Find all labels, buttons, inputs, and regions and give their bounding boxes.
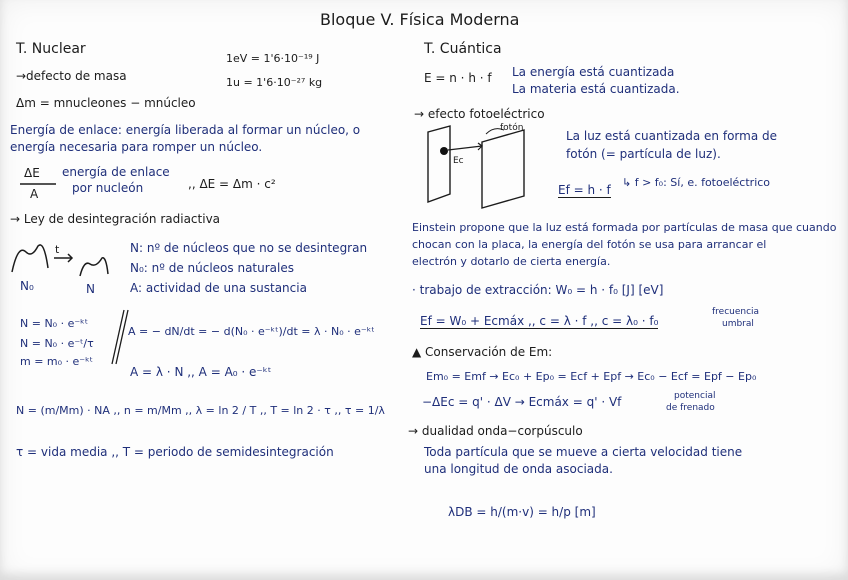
decay-eq-2: N = N₀ · e⁻ᵗ/τ: [20, 337, 94, 350]
legend-n: N: nº de núcleos que no se desintegran: [130, 241, 368, 255]
time-label: t: [55, 243, 60, 256]
activity-equations: A = λ · N ,, A = A₀ · e⁻ᵏᵗ: [130, 365, 272, 379]
mass-defect-label: →defecto de masa: [16, 69, 127, 83]
n-label: N: [86, 282, 95, 296]
threshold-note: ↳ f > f₀: Sí, e. fotoeléctrico: [622, 176, 771, 189]
unit-u: 1u = 1'6·10⁻²⁷ kg: [226, 76, 323, 89]
per-nucleon-line2: por nucleón: [72, 181, 144, 195]
decay-eq-3: m = m₀ · e⁻ᵏᵗ: [20, 355, 94, 368]
threshold-frequency-2: umbral: [722, 319, 754, 329]
duality-heading: → dualidad onda−corpúsculo: [408, 424, 583, 438]
conservation-heading: ▲ Conservación de Em:: [412, 345, 553, 359]
stopping-potential-2: de frenado: [666, 403, 715, 413]
unit-ev: 1eV = 1'6·10⁻¹⁹ J: [226, 52, 320, 65]
duality-text-1: Toda partícula que se mueve a cierta velocidad tiene: [424, 445, 743, 459]
mass-defect-formula: Δm = mnucleones − mnúcleo: [16, 96, 196, 110]
decay-law-heading: → Ley de desintegración radiactiva: [10, 212, 221, 226]
decay-eq-1: N = N₀ · e⁻ᵏᵗ: [20, 317, 89, 330]
legend-activity: A: actividad de una sustancia: [130, 281, 307, 295]
lifetime-definitions: τ = vida media ,, T = periodo de semidesintegración: [16, 445, 334, 459]
photon-energy-eq: Ef = h · f: [558, 183, 611, 197]
quantum-heading: T. Cuántica: [424, 41, 502, 57]
photoelectric-heading: → efecto fotoeléctrico: [414, 107, 545, 121]
einstein-text-3: electrón y dotarlo de cierta energía.: [412, 255, 611, 268]
delta-e-denominator: A: [30, 187, 39, 201]
stopping-potential-1: potencial: [674, 391, 716, 401]
page-title: Bloque V. Física Moderna: [320, 10, 520, 29]
light-note-1: La luz está cuantizada en forma de: [566, 129, 778, 143]
duality-text-2: una longitud de onda asociada.: [424, 462, 613, 476]
binding-energy-line1: Energía de enlace: energía liberada al formar un núcleo, o: [10, 123, 361, 137]
nuclear-heading: T. Nuclear: [16, 41, 86, 57]
delta-e-numerator: ΔE: [24, 166, 40, 180]
photon-label: fotón: [500, 123, 524, 133]
kinetic-energy-eq: −ΔEc = q' · ΔV → Ecmáx = q' · Vf: [422, 395, 622, 409]
quantum-energy-eq: E = n · h · f: [424, 71, 492, 85]
legend-n0: N₀: nº de núcleos naturales: [130, 261, 294, 275]
fraction-bar: [20, 182, 60, 186]
quantum-note-2: La materia está cuantizada.: [512, 82, 680, 96]
activity-derivation: A = − dN/dt = − d(N₀ · e⁻ᵏᵗ)/dt = λ · N₀ · e⁻ᵏᵗ: [128, 325, 375, 338]
mechanical-energy-eq: Em₀ = Emf → Ec₀ + Ep₀ = Ecf + Epf → Ec₀ − Ecf = Epf − Ep₀: [426, 370, 757, 383]
relations-line: N = (m/Mm) · NA ,, n = m/Mm ,, λ = ln 2 / T ,, T = ln 2 · τ ,, τ = 1/λ: [16, 404, 385, 417]
einstein-mass-energy: ,, ΔE = Δm · c²: [188, 177, 276, 191]
threshold-frequency-1: frecuencia: [712, 307, 760, 317]
quantum-note-1: La energía está cuantizada: [512, 65, 675, 79]
work-function: · trabajo de extracción: W₀ = h · f₀ [J] [eV]: [412, 283, 664, 297]
ec-label: Ec: [453, 156, 464, 166]
de-broglie-eq: λDB = h/(m·v) = h/p [m]: [448, 505, 596, 519]
photoelectric-diagram: [420, 124, 540, 214]
light-note-2: fotón (= partícula de luz).: [566, 147, 721, 161]
energy-balance: Ef = W₀ + Ecmáx ,, c = λ · f ,, c = λ₀ · f₀: [420, 314, 659, 328]
einstein-text-2: chocan con la placa, la energía del fotón se usa para arrancar el: [412, 238, 767, 251]
double-slash-divider: [110, 308, 130, 368]
per-nucleon-line1: energía de enlace: [62, 165, 170, 179]
n0-label: N₀: [20, 279, 34, 293]
binding-energy-line2: energía necesaria para romper un núcleo.: [10, 140, 263, 154]
einstein-text-1: Einstein propone que la luz está formada por partículas de masa que cuando: [412, 221, 837, 234]
